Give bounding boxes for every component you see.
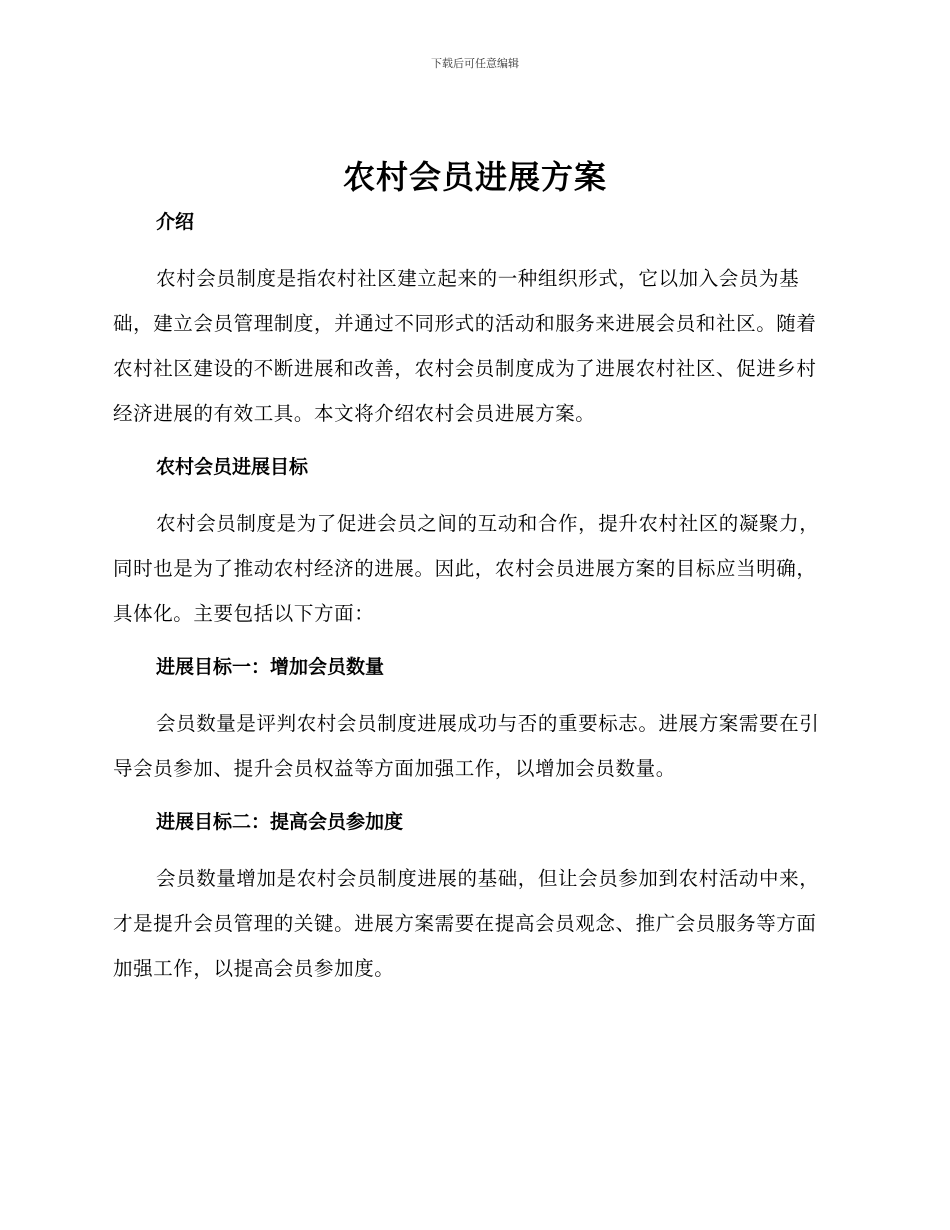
section-heading: 进展目标二：提高会员参加度 — [156, 811, 404, 833]
section-heading: 进展目标一：增加会员数量 — [156, 656, 385, 678]
section-goal-two — [113, 803, 833, 991]
section-goals — [113, 448, 833, 648]
section-paragraph: 会员数量增加是农村会员制度进展的基础，但让会员参加到农村活动中来，才是提升会员管理的关键。进展方案需要在提高会员观念、推广会员服务等方面加强工作，以提高会员参加度。 — [113, 867, 820, 980]
page-title: 农村会员进展方案 — [342, 158, 607, 196]
section-paragraph: 农村会员制度是指农村社区建立起来的一种组织形式，它以加入会员为基础，建立会员管理制度，并通过不同形式的活动和服务来进展会员和社区。随着农村社区建设的不断进展和改善，农村会员制度成为了进展农村社区、促进乡村经济进展的有效工具。本文将介绍农村会员进展方案。 — [113, 267, 817, 425]
section-heading: 介绍 — [156, 211, 195, 233]
section-goal-one — [113, 648, 833, 803]
section-heading: 农村会员进展目标 — [156, 456, 309, 478]
header-note: 下载后可任意编辑 — [431, 57, 519, 70]
section-introduction — [113, 203, 833, 448]
section-paragraph: 农村会员制度是为了促进会员之间的互动和合作，提升农村社区的凝聚力，同时也是为了推动农村经济的进展。因此，农村会员进展方案的目标应当明确，具体化。主要包括以下方面： — [113, 512, 820, 625]
document-body — [113, 203, 833, 991]
section-paragraph: 会员数量是评判农村会员制度进展成功与否的重要标志。进展方案需要在引导会员参加、提升会员权益等方面加强工作，以增加会员数量。 — [113, 712, 820, 780]
